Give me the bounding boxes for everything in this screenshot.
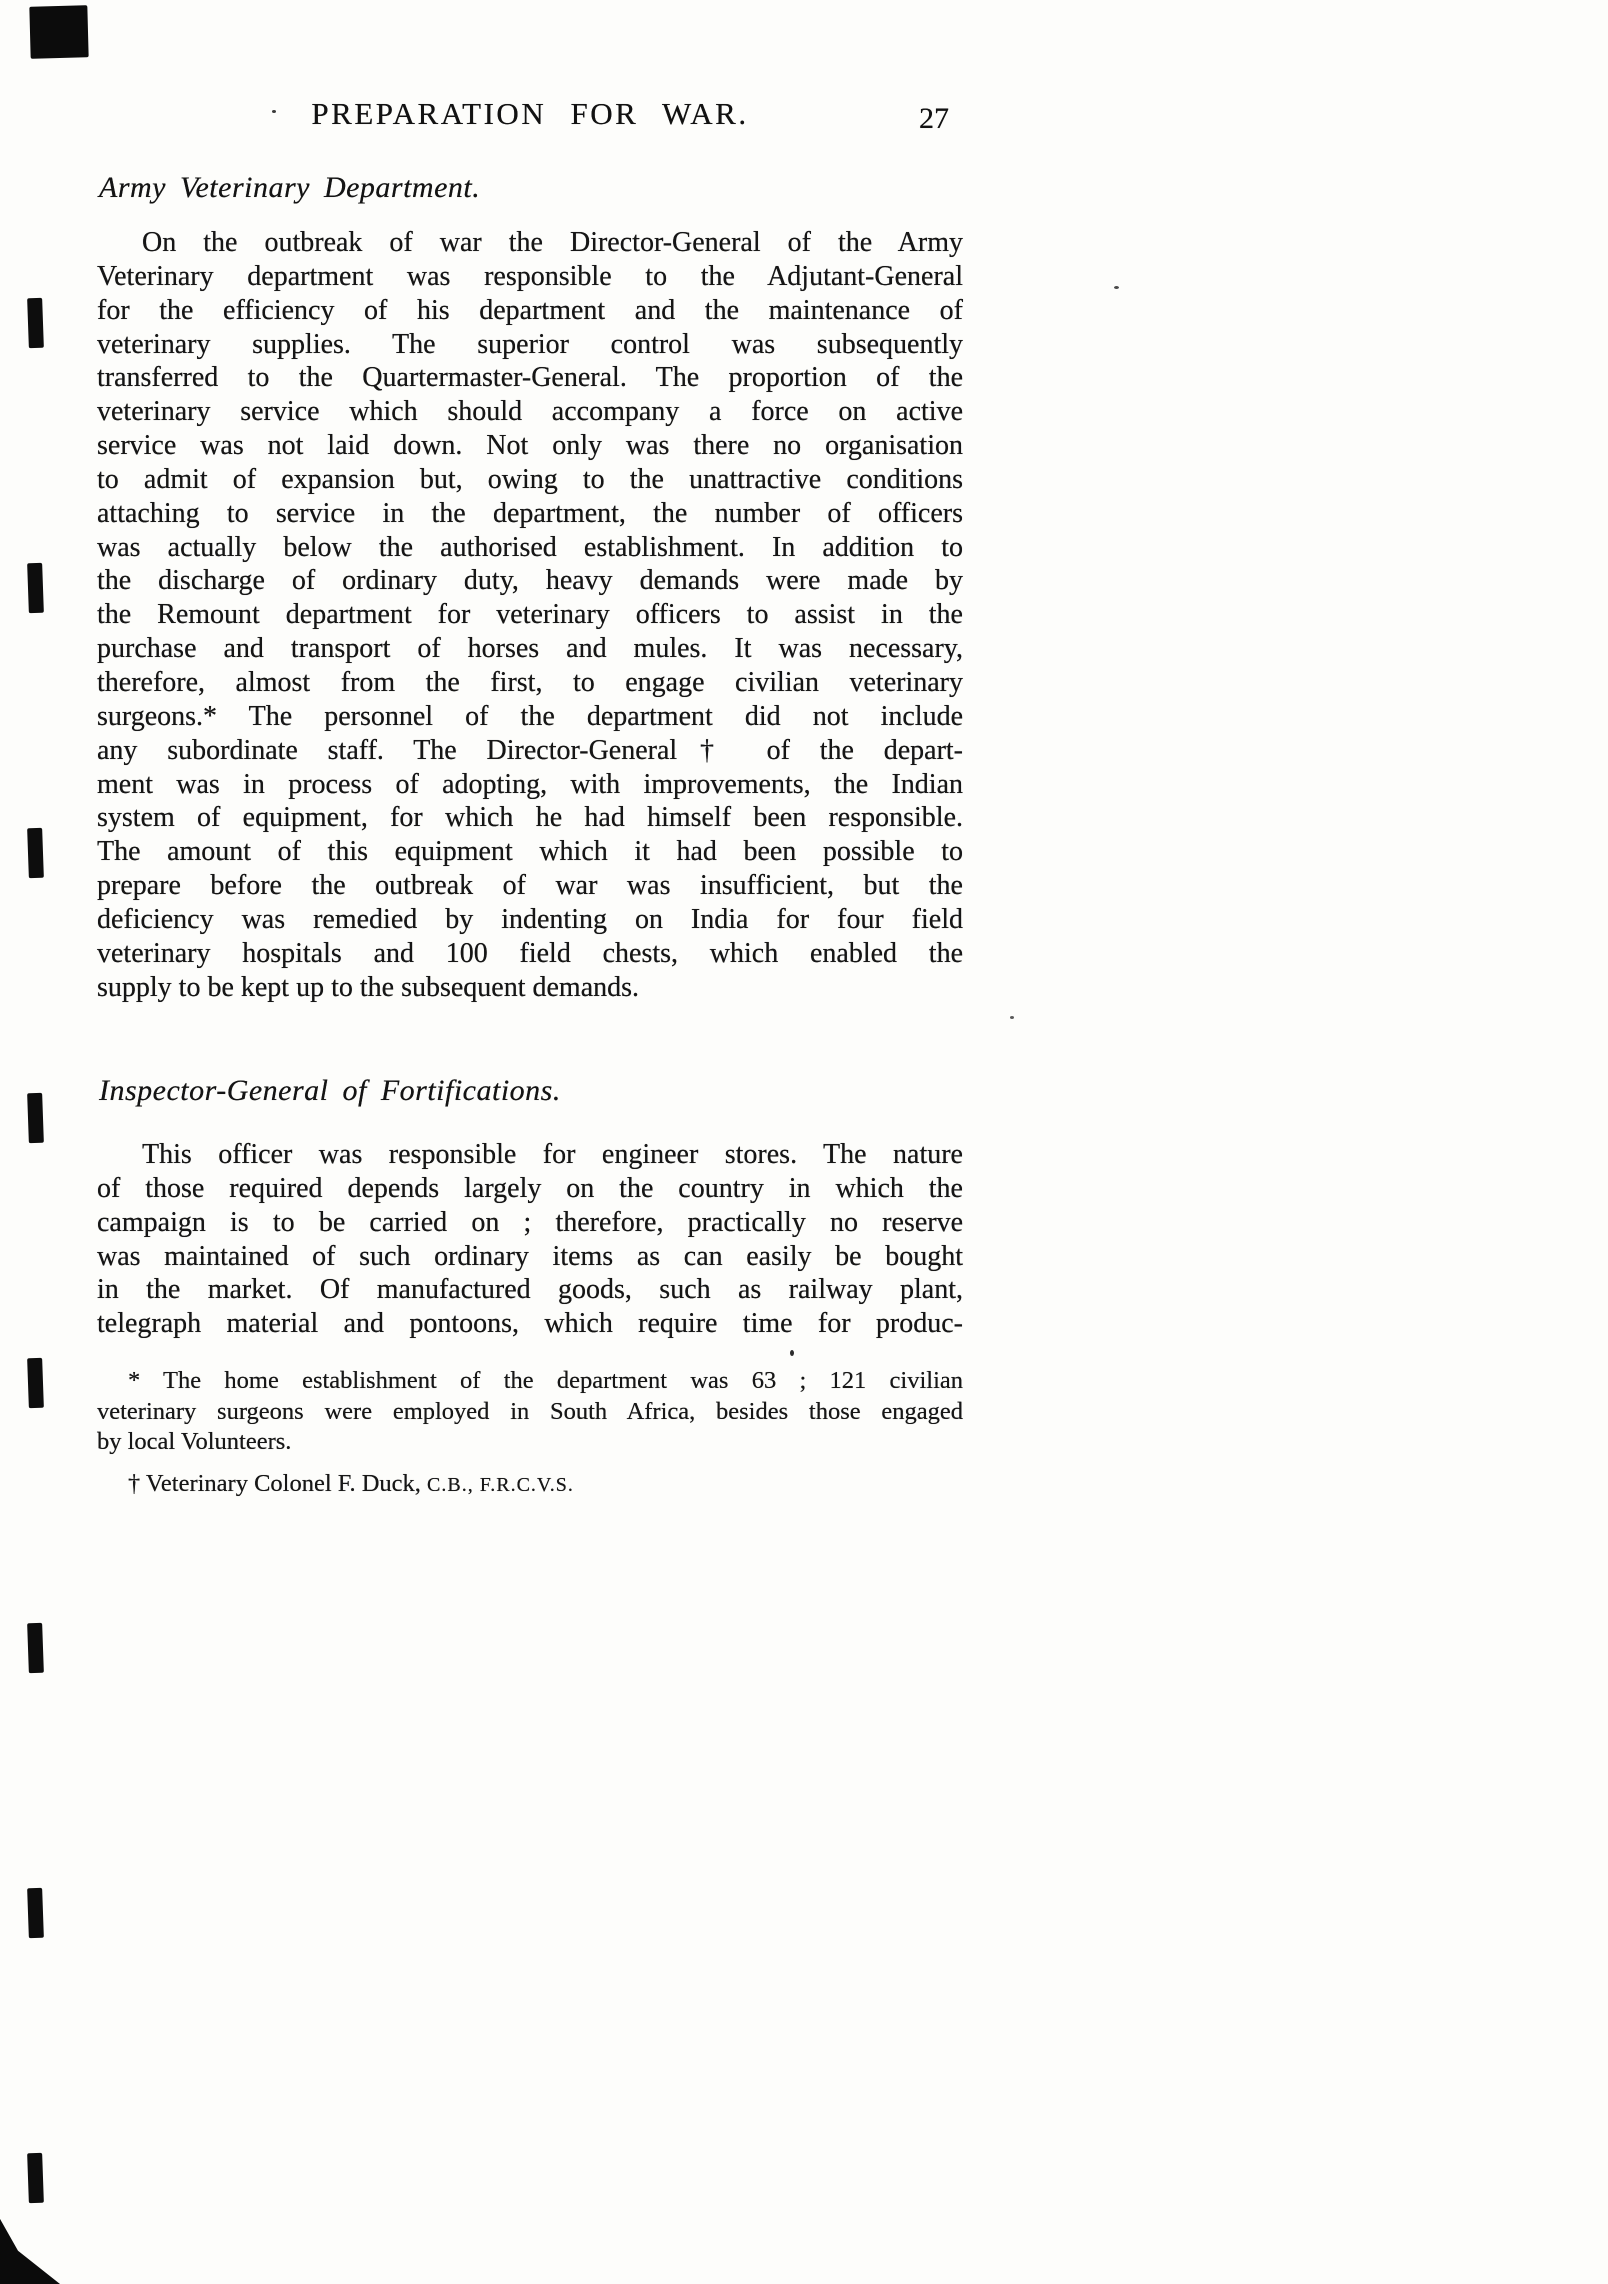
text-line: in the market. Of manufactured goods, such as railway plant, [97,1274,963,1306]
footnote-veterinary-colonel [97,1469,963,1501]
text-line: service was not laid down. Not only was there no organisation [97,430,963,462]
text-line: veterinary hospitals and 100 field chests, which enabled the [97,937,963,969]
text-line: On the outbreak of war the Director-General of the Army [142,227,963,258]
text-line: for the efficiency of his department and the maintenance of [97,294,963,326]
text-line: therefore, almost from the first, to engage civilian veterinary [97,666,963,698]
section-heading-army-veterinary: Army Veterinary Department. [99,171,481,204]
text-line: was actually below the authorised establishment. In addition to [97,531,963,563]
scan-artifact-edge-bar [27,298,44,348]
scan-artifact-edge-bar [27,2153,44,2203]
text-line: This officer was responsible for engineer stores. The nature [142,1139,963,1170]
text-line: * The home establishment of the department was 63 ; 121 civilian [128,1367,963,1394]
text-line: supply to be kept up to the subsequent demands. [97,971,640,1003]
scan-artifact-edge-bar [27,1358,44,1408]
text-line: to admit of expansion but, owing to the unattractive conditions [97,463,963,495]
scan-artifact-edge-bar [27,1623,44,1673]
page-title: PREPARATION FOR WAR. [311,96,749,131]
ink-speck [790,1350,794,1356]
text-line: transferred to the Quartermaster-General. The proportion of the [97,362,963,394]
text-line: the Remount department for veterinary officers to assist in the [97,599,963,631]
paragraph-inspector-general [97,1138,963,1341]
ink-speck [1010,1016,1014,1019]
text-line: veterinary service which should accompany a force on active [97,396,963,428]
text-line: by local Volunteers. [97,1428,292,1455]
text-line: attaching to service in the department, the number of officers [97,497,963,529]
text-line: veterinary surgeons were employed in South Africa, besides those engaged [97,1397,963,1425]
text-line: The amount of this equipment which it had been possible to [97,836,963,868]
text-line: deficiency was remedied by indenting on India for four field [97,903,963,935]
text-line: the discharge of ordinary duty, heavy demands were made by [97,565,963,597]
text-line: telegraph material and pontoons, which require time for produc- [97,1308,963,1340]
text-line: system of equipment, for which he had himself been responsible. [97,802,963,834]
page-number: 27 [919,102,949,135]
scan-artifact-bottom-wedge [0,2210,60,2284]
text-line: campaign is to be carried on ; therefore, practically no reserve [97,1206,963,1238]
scan-artifact-edge-bar [27,1093,44,1143]
paragraph-army-veterinary [97,226,963,1004]
section-heading-inspector-general: Inspector-General of Fortifications. [99,1074,561,1107]
text-line: purchase and transport of horses and mules. It was necessary, [97,633,963,665]
scan-artifact-edge-bar [27,1888,44,1938]
running-head [97,96,963,136]
text-line: Veterinary department was responsible to the Adjutant-General [97,260,963,292]
text-line: veterinary supplies. The superior control was subsequently [97,328,963,360]
scan-artifact-edge-bar [27,828,44,878]
text-line: surgeons.* The personnel of the department did not include [97,700,963,732]
text-line: was maintained of such ordinary items as can easily be bought [97,1240,963,1272]
scan-artifact-edge-bar [27,563,44,613]
footnote-line [97,1469,963,1501]
footnote-home-establishment [97,1366,963,1458]
scan-artifact-corner-block [29,5,88,59]
text-line: any subordinate staff. The Director-General† of the depart- [97,734,963,766]
footnote-text: † Veterinary Colonel F. Duck, [128,1470,428,1497]
text-line: of those required depends largely on the country in which the [97,1172,963,1204]
ink-speck [1114,286,1119,289]
text-line: ment was in process of adopting, with improvements, the Indian [97,768,963,800]
footnote-postnominals: C.B., F.R.C.V.S. [427,1474,574,1496]
ink-speck [272,110,276,113]
text-line: prepare before the outbreak of war was insufficient, but the [97,870,963,902]
